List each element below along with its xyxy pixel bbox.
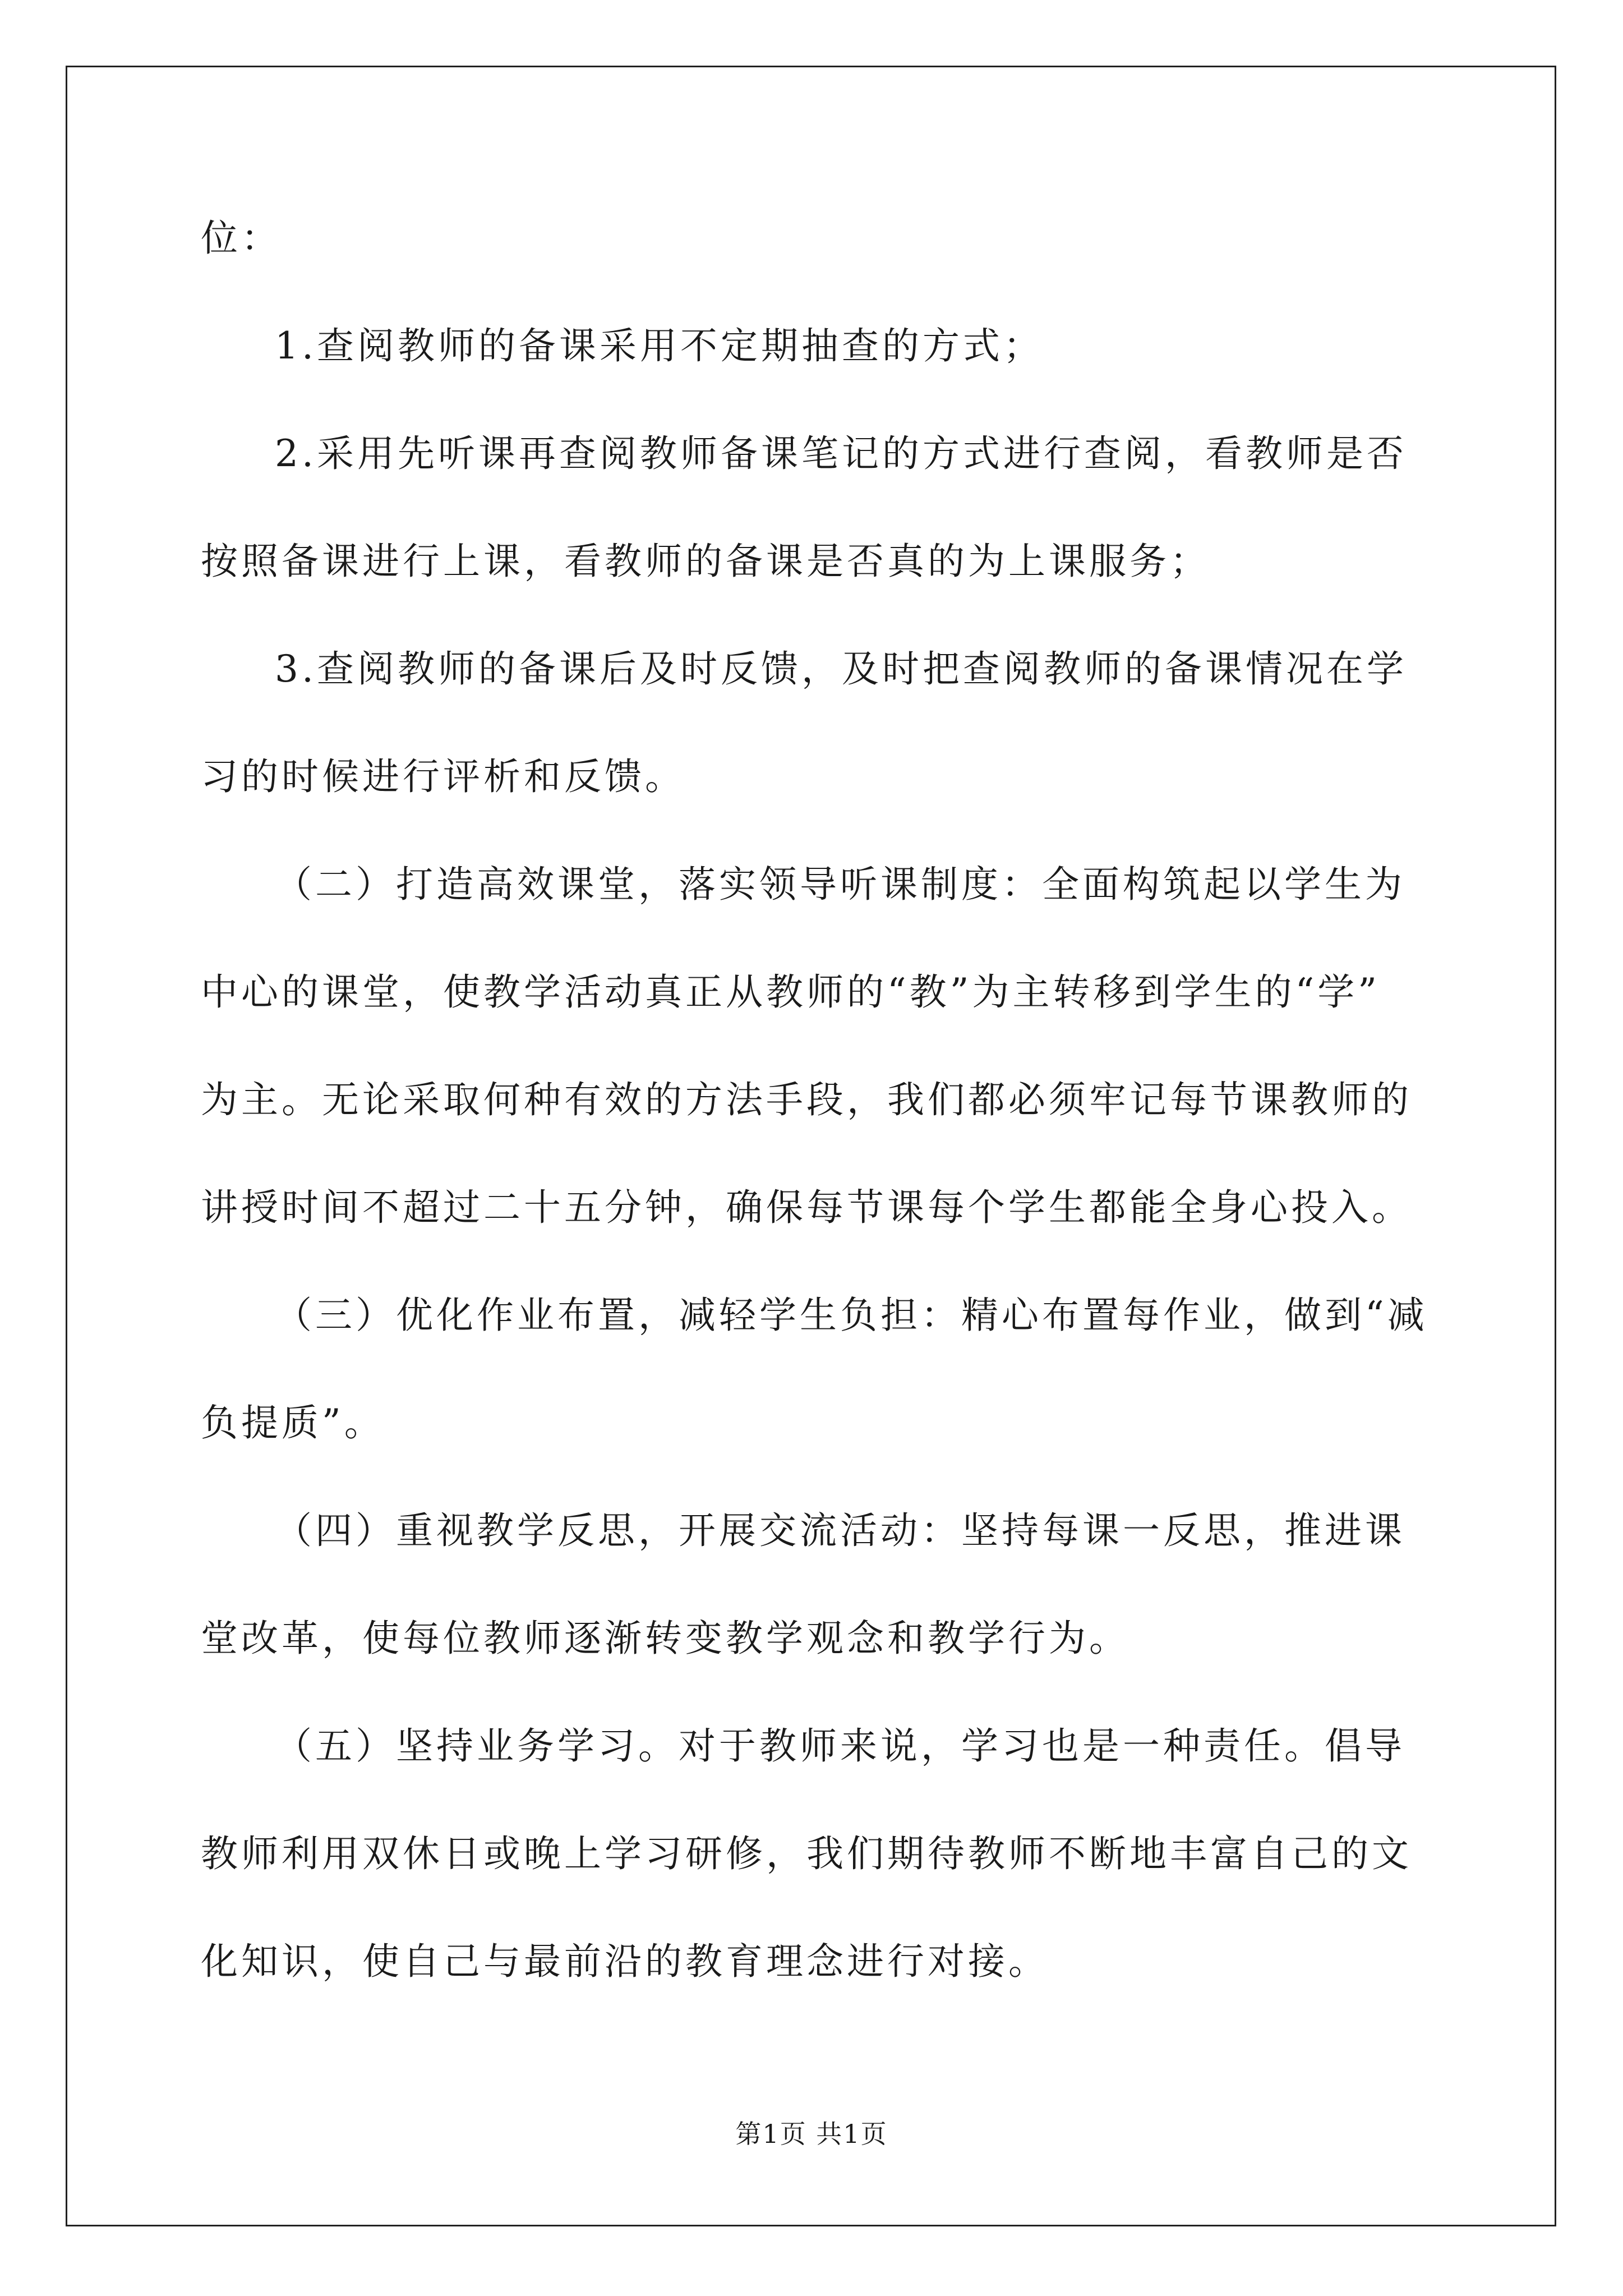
- text-line: 3.查阅教师的备课后及时反馈，及时把查阅教师的备课情况在学: [275, 647, 1407, 691]
- text-line: 习的时候进行评析和反馈。: [201, 755, 685, 798]
- text-line: 中心的课堂，使教学活动真正从教师的“教”为主转移到学生的“学”: [201, 970, 1380, 1014]
- text-line: 负提质”。: [201, 1401, 385, 1444]
- text-line: （二）打造高效课堂，落实领导听课制度：全面构筑起以学生为: [275, 863, 1405, 906]
- text-line: （五）坚持业务学习。对于教师来说，学习也是一种责任。倡导: [275, 1724, 1405, 1768]
- text-line: 堂改革，使每位教师逐渐转变教学观念和教学行为。: [201, 1617, 1129, 1660]
- text-line: 讲授时间不超过二十五分钟，确保每节课每个学生都能全身心投入。: [201, 1186, 1412, 1229]
- page-number-footer: 第1页 共1页: [735, 2119, 888, 2149]
- text-line: 按照备课进行上课，看教师的备课是否真的为上课服务；: [201, 540, 1210, 583]
- text-line: 教师利用双休日或晚上学习研修，我们期待教师不断地丰富自己的文: [201, 1832, 1412, 1875]
- text-line: （三）优化作业布置，减轻学生负担：精心布置每作业，做到“减: [275, 1294, 1428, 1337]
- page-border: [66, 66, 1556, 2226]
- text-line: 化知识，使自己与最前沿的教育理念进行对接。: [201, 1940, 1049, 1983]
- text-line: 位：: [201, 217, 282, 260]
- text-line: 2.采用先听课再查阅教师备课笔记的方式进行查阅，看教师是否: [275, 432, 1407, 475]
- text-line: 为主。无论采取何种有效的方法手段，我们都必须牢记每节课教师的: [201, 1078, 1412, 1121]
- text-line: 1.查阅教师的备课采用不定期抽查的方式；: [275, 324, 1044, 367]
- text-line: （四）重视教学反思，开展交流活动：坚持每课一反思，推进课: [275, 1509, 1405, 1552]
